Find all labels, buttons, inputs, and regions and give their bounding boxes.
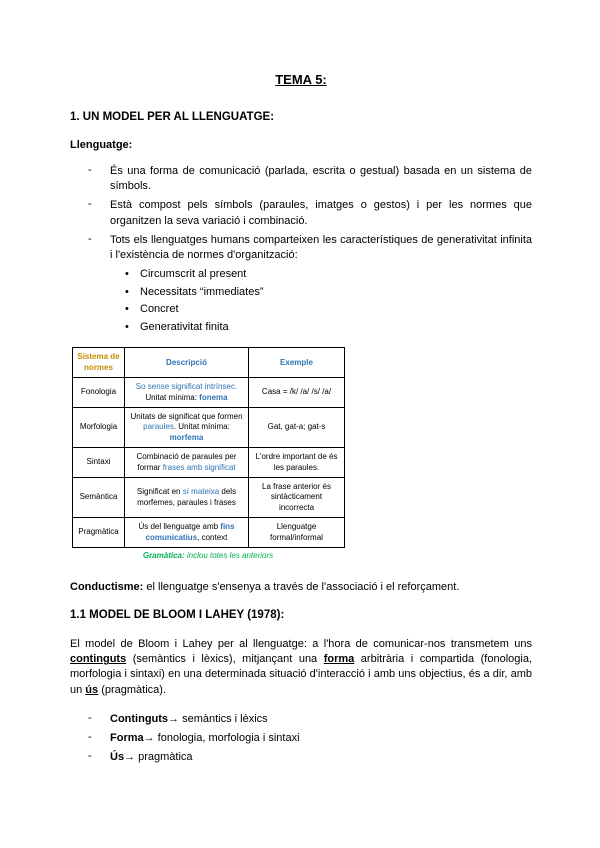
table-row-pragmatica (73, 518, 345, 548)
row-example: La frase anterior és sintàcticament incorrecta (249, 477, 345, 517)
section-heading: 1. UN MODEL PER AL LLENGUATGE: (70, 111, 275, 123)
list-item (88, 198, 532, 228)
gramatica-note (72, 551, 344, 560)
list-item (88, 750, 532, 765)
bloom-keyword-continguts: continguts (70, 653, 127, 666)
list-item-text: Tots els llenguatges humans comparteixen les característiques de generativitat infinita i l'existència de normes d'organització: (110, 233, 532, 261)
conductisme-text: el llenguatge s'ensenya a través de l'associació i el reforçament. (143, 580, 460, 593)
row-example: Llenguatge formal/informal (249, 518, 345, 548)
desc-segment: Ús del llenguatge amb (138, 522, 221, 532)
list-item-text: És una forma de comunicació (parlada, escrita o gestual) basada en un sistema de símbols. (110, 165, 532, 193)
table-row-fonologia (73, 378, 345, 408)
row-name: Semàntica (73, 477, 125, 517)
conductisme-term: Conductisme: (70, 580, 144, 593)
desc-segment: fonema (199, 392, 228, 402)
dash-marker: - (88, 232, 92, 245)
gramatica-term: Gramàtica: (142, 550, 185, 560)
bloom-item-rest: → fonologia, morfologia i sintaxi (143, 731, 300, 744)
desc-segment: sí mateixa (182, 487, 220, 497)
dash-marker: - (88, 711, 92, 724)
bloom-item-rest: → pragmàtica (124, 751, 193, 764)
bullet-marker: • (125, 303, 129, 316)
row-description (125, 477, 249, 517)
sub-list-item-text: Concret (140, 303, 179, 316)
sub-list-item (125, 320, 532, 336)
table-row-morfologia (73, 408, 345, 448)
dash-marker: - (88, 750, 92, 763)
bloom-item-rest: → semàntics i lèxics (168, 712, 268, 725)
sub-list-item (125, 302, 532, 318)
conductisme-paragraph (70, 580, 532, 595)
llenguatge-label: Llenguatge: (70, 139, 133, 151)
row-description (125, 408, 249, 448)
row-example: Gat, gat-a; gat-s (249, 408, 345, 448)
row-description (125, 378, 249, 408)
column-header-exemple: Exemple (249, 348, 345, 378)
sub-list-item-text: Generativitat finita (140, 320, 229, 333)
row-name: Morfologia (73, 408, 125, 448)
desc-segment: Unitat mínima: (145, 392, 200, 402)
desc-segment: . Unitat mínima: (173, 422, 230, 432)
row-name: Sintaxi (73, 448, 125, 478)
desc-segment: , context (197, 532, 228, 542)
row-description (125, 448, 249, 478)
table-row-sintaxi (73, 448, 345, 478)
row-name: Fonologia (73, 378, 125, 408)
sub-list-item-text: Circumscrit al present (140, 268, 247, 281)
bloom-keyword-us: ús (85, 683, 99, 696)
bloom-text-segment: El model de Bloom i Lahey per al llenguatge: a l'hora de comunicar-nos transmetem uns (70, 638, 532, 651)
bloom-text-segment: arbitrària i compartida (fonologia, morfologia i sintaxi) en una determinada situació d'interacció i amb uns objectius, és a dir, amb un (70, 653, 532, 696)
list-item-text (110, 712, 532, 727)
bloom-heading: 1.1 MODEL DE BLOOM I LAHEY (1978): (70, 609, 285, 622)
row-example: Casa = /k/ /a/ /s/ /a/ (249, 378, 345, 408)
desc-segment: dels morfemes, paraules i frases (137, 487, 237, 507)
bloom-text-segment: (semàntics i lèxics), mitjançant una (126, 653, 324, 666)
desc-segment: Significat en (136, 487, 183, 497)
row-name: Pragmàtica (73, 518, 125, 548)
row-description (125, 518, 249, 548)
bloom-item-term: Continguts (110, 712, 169, 725)
bullet-marker: • (125, 285, 129, 298)
bullet-marker: • (125, 268, 129, 281)
page-title: TEMA 5: (275, 72, 327, 87)
desc-segment: Unitats de significat que formen (130, 412, 243, 422)
list-item-text (110, 750, 532, 765)
bloom-item-term: Forma (110, 731, 144, 744)
list-item (88, 164, 532, 194)
list-item-text (110, 731, 532, 746)
list-item-text: Està compost pels símbols (paraules, imatges o gestos) i per les normes que organitzen la seva variació i combinació. (110, 199, 532, 227)
list-item (88, 233, 532, 263)
bloom-item-term: Ús (110, 751, 125, 764)
desc-segment: frases amb significat (162, 462, 236, 472)
dash-marker: - (88, 164, 92, 176)
table-header-row (73, 348, 345, 378)
table-row-semantica (73, 477, 345, 517)
list-item (88, 731, 532, 746)
sub-list-item (125, 267, 532, 283)
desc-segment: morfema (169, 432, 204, 442)
row-example: L'ordre important de és les paraules. (249, 448, 345, 478)
sub-list-item (125, 285, 532, 301)
gramatica-text: inclou totes les anteriors (184, 550, 274, 560)
desc-segment: Combinació de paraules per formar (136, 452, 237, 472)
column-header-sistema: Sistema de normes (73, 348, 125, 378)
desc-segment: paraules (143, 422, 174, 432)
dash-marker: - (88, 198, 92, 211)
bloom-text-segment: (pragmàtica). (98, 683, 166, 696)
dash-marker: - (88, 730, 92, 743)
desc-segment: So sense significat intrínsec. (135, 382, 238, 392)
bloom-paragraph (70, 637, 532, 698)
bullet-marker: • (125, 320, 129, 333)
desc-segment: fins comunicatius (145, 522, 235, 542)
list-item (88, 712, 532, 727)
bloom-keyword-forma: forma (323, 653, 355, 666)
sub-list-item-text: Necessitats “immediates” (140, 285, 264, 298)
norms-table (72, 347, 345, 547)
column-header-descripcio: Descripció (125, 348, 249, 378)
